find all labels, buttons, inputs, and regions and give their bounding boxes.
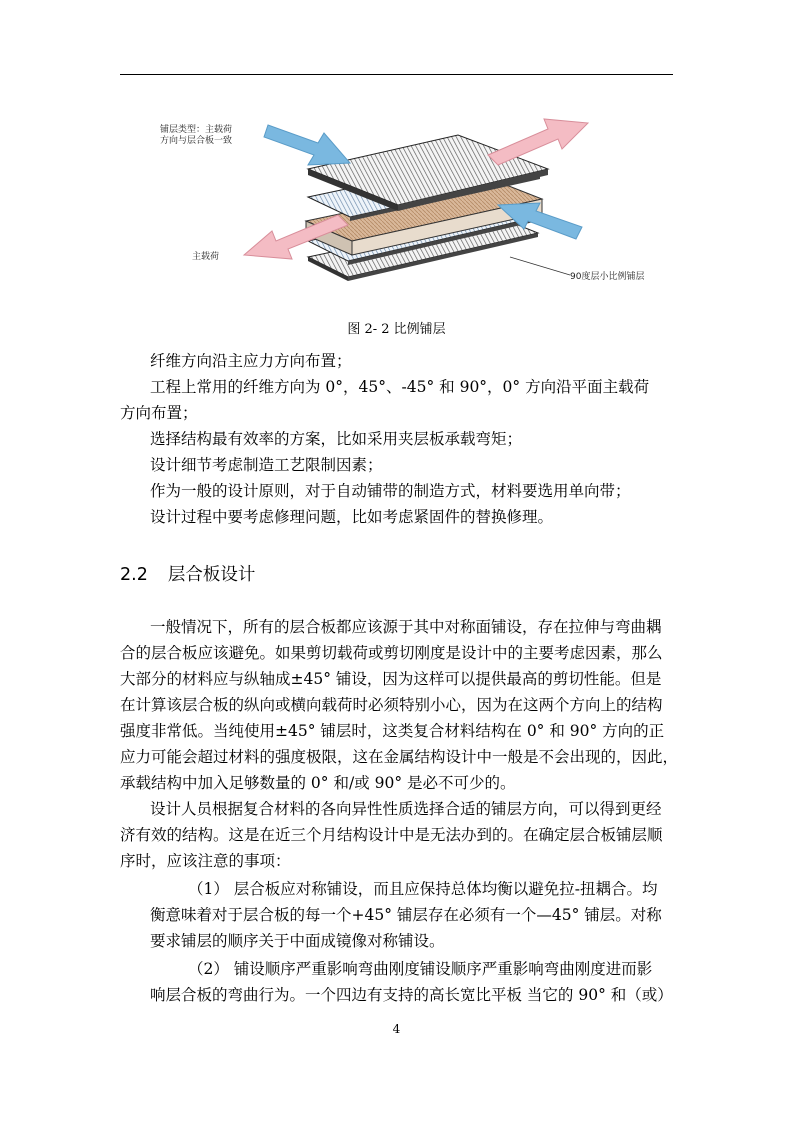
paragraph-line: 在计算该层合板的纵向或横向载荷时必须特别小心，因为在这两个方向上的结构 [120, 696, 663, 714]
list-item-line: 响层合板的弯曲行为。一个四边有支持的高长宽比平板 当它的 90° 和（或） [150, 986, 673, 1004]
bullet-line: 选择结构最有效率的方案，比如采用夹层板承载弯矩； [150, 430, 523, 448]
laminate-figure [158, 105, 678, 305]
list-item-line: （2） 铺设顺序严重影响弯曲刚度铺设顺序严重影响弯曲刚度进而影 [188, 960, 653, 978]
bullet-line: 设计细节考虑制造工艺限制因素； [150, 456, 383, 474]
figure-label-top-left-line1: 铺层类型：主载荷 [160, 125, 233, 135]
header-rule [120, 74, 673, 75]
bullet-line: 设计过程中要考虑修理问题，比如考虑紧固件的替换修理。 [150, 508, 554, 526]
figure-label-right: 90度层小比例铺层 [570, 272, 645, 282]
paragraph-line: 承载结构中加入足够数量的 0° 和/或 90° 是必不可少的。 [120, 774, 516, 792]
figure-label-left: 主载荷 [192, 252, 220, 262]
arrow-left-in-icon [264, 125, 350, 165]
bullet-line: 工程上常用的纤维方向为 0°，45°、-45° 和 90°，0° 方向沿平面主载荷 [150, 378, 650, 396]
paragraph-line: 济有效的结构。这是在近三个月结构设计中是无法办到的。在确定层合板铺层顺 [120, 826, 663, 844]
list-item-line: （1） 层合板应对称铺设，而且应保持总体均衡以避免拉-扭耦合。均 [188, 880, 658, 898]
paragraph-line: 强度非常低。当纯使用±45° 铺层时，这类复合材料结构在 0° 和 90° 方向的正 [120, 722, 665, 740]
ply-stack-illustration [158, 105, 678, 305]
bullet-line: 纤维方向沿主应力方向布置； [150, 352, 352, 370]
figure-caption: 图 2- 2 比例铺层 [347, 322, 446, 337]
page-number: 4 [392, 1022, 401, 1036]
paragraph-line: 序时，应该注意的事项： [120, 852, 291, 870]
list-item-line: 衡意味着对于层合板的每一个+45° 铺层存在必须有一个—45° 铺层。对称 [150, 906, 662, 924]
section-number: 2.2 [120, 565, 148, 585]
list-item-line: 要求铺层的顺序关于中面成镜像对称铺设。 [150, 932, 445, 950]
paragraph-line: 设计人员根据复合材料的各向异性性质选择合适的铺层方向，可以得到更经 [150, 800, 662, 818]
figure-label-top-left-line2: 方向与层合板一致 [160, 136, 233, 146]
paragraph-line: 大部分的材料应与纵轴成±45° 铺设，因为这样可以提供最高的剪切性能。但是 [120, 670, 662, 688]
paragraph-line: 一般情况下，所有的层合板都应该源于其中对称面铺设，存在拉伸与弯曲耦 [150, 618, 662, 636]
section-heading [120, 561, 255, 586]
section-title: 层合板设计 [167, 565, 256, 585]
bullet-line: 作为一般的设计原则，对于自动铺带的制造方式，材料要选用单向带； [150, 482, 631, 500]
paragraph-line: 合的层合板应该避免。如果剪切载荷或剪切刚度是设计中的主要考虑因素，那么 [120, 644, 663, 662]
arrow-right-out-icon [488, 119, 588, 165]
paragraph-line: 应力可能会超过材料的强度极限，这在金属结构设计中一般是不会出现的，因此， [120, 748, 679, 766]
bullet-line: 方向布置； [120, 404, 198, 422]
